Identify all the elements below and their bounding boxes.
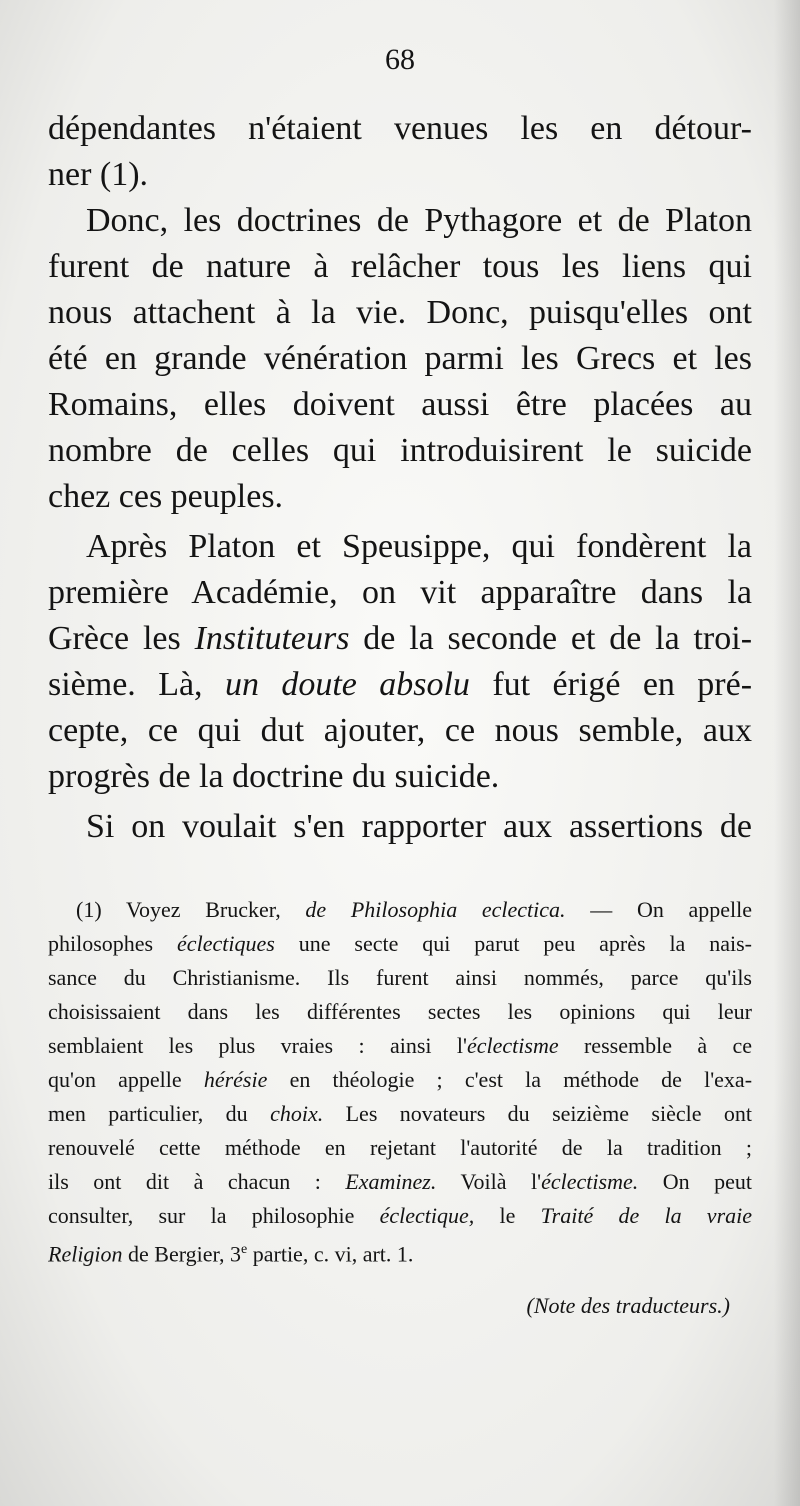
text-run: semblaient les plus vraies : ainsi l' bbox=[48, 1033, 467, 1058]
text-line: première Académie, on vit apparaître dans la bbox=[48, 574, 752, 611]
italic-term: Instituteurs bbox=[194, 620, 350, 657]
text-run: de la seconde et de la troi- bbox=[363, 620, 752, 657]
text-line bbox=[48, 616, 752, 662]
text-line: Si on voulait s'en rapporter aux assertions de bbox=[86, 808, 752, 845]
text-run: On peut bbox=[662, 1169, 752, 1194]
text-run: (1) Voyez Brucker, bbox=[76, 897, 281, 922]
footnote-line bbox=[48, 1166, 752, 1198]
footnote-line bbox=[48, 894, 752, 926]
footnote-signature: (Note des traducteurs.) bbox=[526, 1293, 730, 1318]
superscript: e bbox=[241, 1242, 248, 1257]
text-line: été en grande vénération parmi les Grecs et les bbox=[48, 340, 752, 377]
text-line: ner (1). bbox=[48, 156, 149, 193]
text-run: partie, c. vi, art. 1. bbox=[252, 1241, 414, 1266]
text-run: de Bergier, 3 bbox=[128, 1241, 242, 1266]
text-run: qu'on appelle bbox=[48, 1067, 182, 1092]
text-run: Les novateurs du seizième siècle ont bbox=[345, 1101, 752, 1126]
text-run: une secte qui parut peu après la nais- bbox=[298, 931, 752, 956]
text-run: men particulier, du bbox=[48, 1101, 248, 1126]
text-line: progrès de la doctrine du suicide. bbox=[48, 758, 500, 795]
text-run: sième. Là, bbox=[48, 666, 203, 703]
footnote-line: choisissaient dans les différentes sectes les opinions qui leur bbox=[48, 999, 752, 1024]
text-line: dépendantes n'étaient venues les en détour- bbox=[48, 110, 752, 147]
footnote-line: renouvelé cette méthode en rejetant l'autorité de la tradition ; bbox=[48, 1135, 752, 1160]
text-run: Grèce les bbox=[48, 620, 181, 657]
text-line: nombre de celles qui introduisirent le suicide bbox=[48, 432, 752, 469]
page-number: 68 bbox=[385, 43, 415, 76]
footnote-line bbox=[48, 1064, 752, 1096]
italic-term: Religion bbox=[48, 1241, 123, 1266]
footnote-line bbox=[48, 1098, 752, 1130]
text-run: en théologie ; c'est la méthode de l'exa- bbox=[289, 1067, 752, 1092]
italic-term: Traité de la vraie bbox=[540, 1203, 752, 1228]
text-run: — On appelle bbox=[590, 897, 752, 922]
text-line: chez ces peuples. bbox=[48, 478, 284, 515]
footnote-line bbox=[48, 928, 752, 960]
footnote-line: sance du Christianisme. Ils furent ainsi nommés, parce qu'ils bbox=[48, 965, 752, 990]
italic-term: Examinez. bbox=[345, 1169, 437, 1194]
italic-term: choix. bbox=[270, 1101, 324, 1126]
text-run: fut érigé en pré- bbox=[492, 666, 752, 703]
text-line: nous attachent à la vie. Donc, puisqu'elles ont bbox=[48, 294, 752, 331]
italic-term: de Philosophia eclectica. bbox=[305, 897, 566, 922]
footnote-line bbox=[48, 1200, 752, 1232]
italic-term: éclectisme. bbox=[541, 1169, 639, 1194]
text-run: le bbox=[499, 1203, 516, 1228]
text-line: cepte, ce qui dut ajouter, ce nous semble, aux bbox=[48, 712, 752, 749]
text-line: Romains, elles doivent aussi être placées au bbox=[48, 386, 752, 423]
page-edge-shadow bbox=[774, 0, 800, 1506]
text-run: consulter, sur la philosophie bbox=[48, 1203, 355, 1228]
text-run: philosophes bbox=[48, 931, 154, 956]
footnote-line bbox=[48, 1234, 752, 1266]
text-run: Voilà l' bbox=[460, 1169, 542, 1194]
footnote-line bbox=[48, 1030, 752, 1062]
text-line bbox=[48, 662, 752, 708]
text-run: ils ont dit à chacun : bbox=[48, 1169, 321, 1194]
text-line: Après Platon et Speusippe, qui fondèrent la bbox=[86, 528, 752, 565]
text-line: Donc, les doctrines de Pythagore et de Platon bbox=[86, 202, 752, 239]
text-run: ressemble à ce bbox=[583, 1033, 752, 1058]
italic-term: éclectisme bbox=[466, 1033, 559, 1058]
italic-term: éclectique, bbox=[379, 1203, 475, 1228]
italic-term: éclectiques bbox=[177, 931, 275, 956]
italic-term: un doute absolu bbox=[224, 666, 470, 703]
text-line: furent de nature à relâcher tous les liens qui bbox=[48, 248, 752, 285]
italic-term: hérésie bbox=[203, 1067, 268, 1092]
